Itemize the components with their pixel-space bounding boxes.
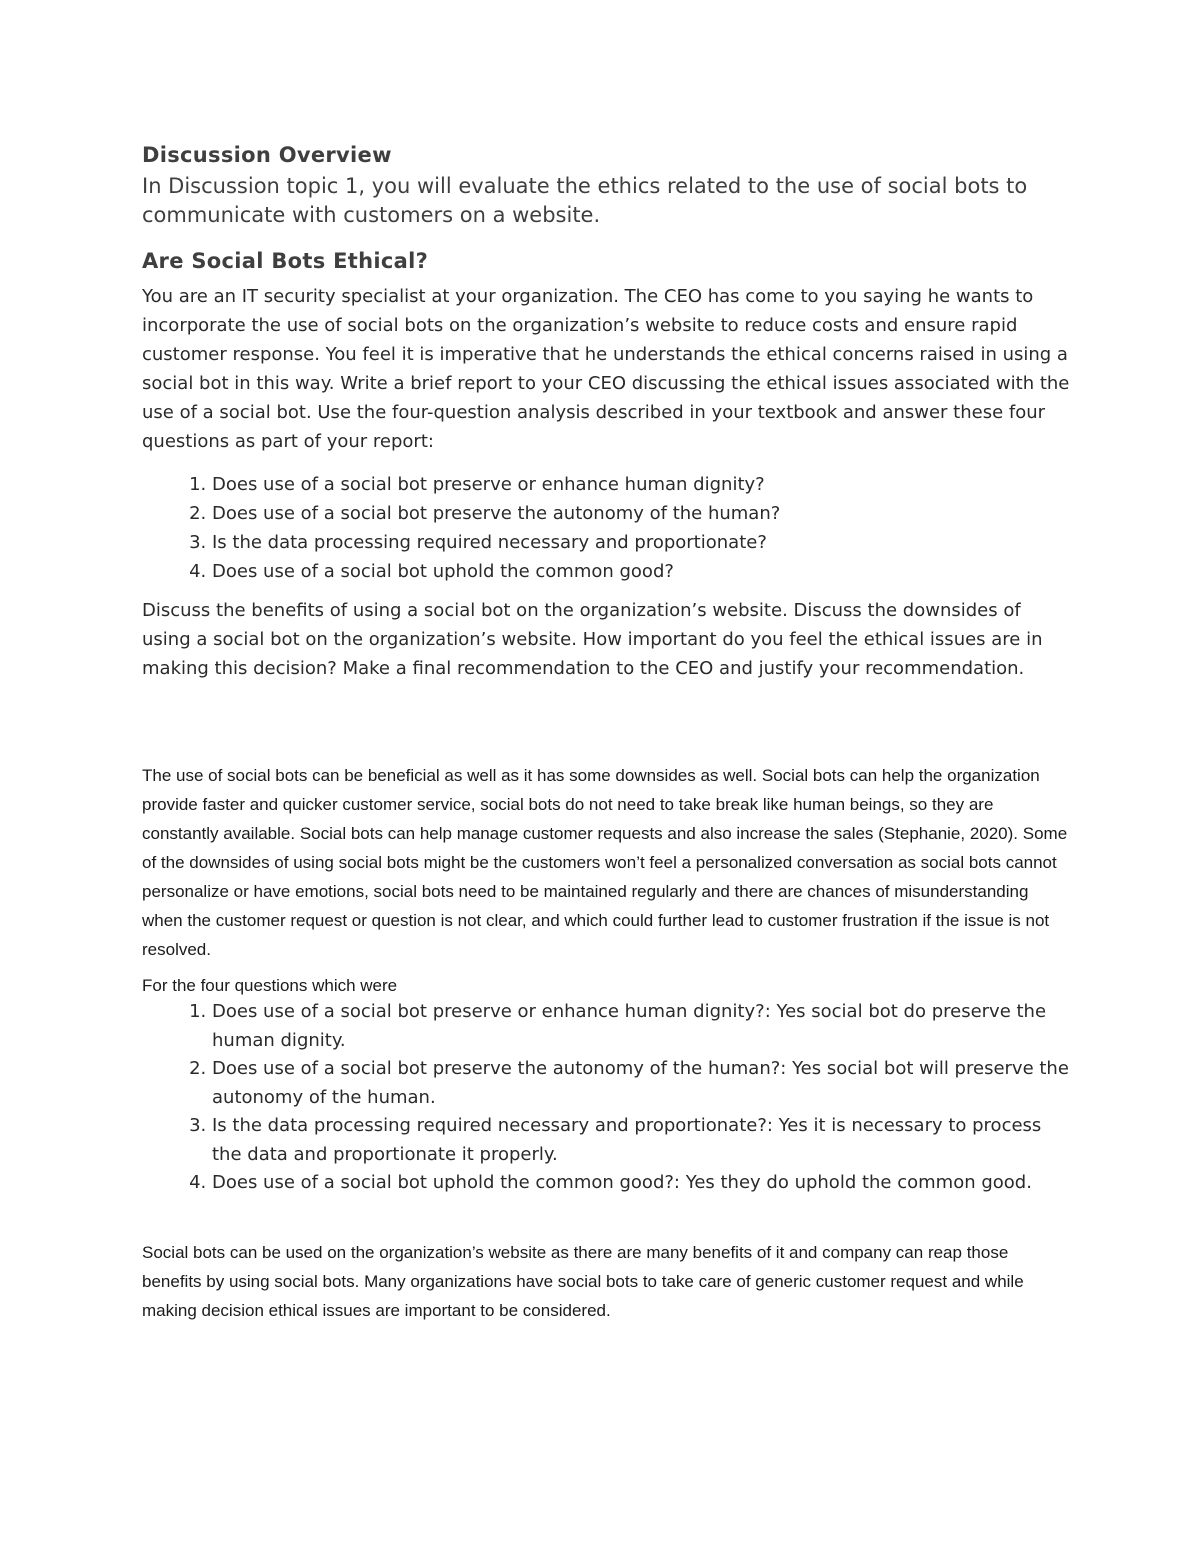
question-item: 1. Does use of a social bot preserve or enhance human dignity?: [212, 470, 1072, 499]
answer-item: 3. Is the data processing required necessary and proportionate?: Yes it is necessary to process the data and proportionate it properly.: [212, 1112, 1072, 1169]
question-item: 3. Is the data processing required necessary and proportionate?: [212, 528, 1072, 557]
document-page: [142, 138, 1072, 1325]
assignment-heading: Are Social Bots Ethical?: [142, 249, 429, 273]
response-paragraph-2: Social bots can be used on the organization’s website as there are many benefits of it and company can reap those benefits by using social bots. Many organizations have social bots to take care of generic customer request and while making decision ethical issues are important to be considered.: [142, 1242, 1024, 1320]
assignment-prompt: You are an IT security specialist at your organization. The CEO has come to you saying he wants to incorporate the use of social bots on the organization’s website to reduce costs and ensure rapid customer response. You feel it is imperative that he understands the ethical concerns raised in using a social bot in this way. Write a brief report to your CEO discussing the ethical issues associated with the use of a social bot. Use the four-question analysis described in your textbook and answer these four questions as part of your report:: [142, 286, 1070, 452]
question-item: 2. Does use of a social bot preserve the autonomy of the human?: [212, 499, 1072, 528]
question-item: 4. Does use of a social bot uphold the common good?: [212, 557, 1072, 586]
response-paragraph-1: The use of social bots can be beneficial as well as it has some downsides as well. Social bots can help the organization provide faster and quicker customer service, social bots do not need to take break like human beings, so they are constantly available. Social bots can help manage customer requests and also increase the sales (Stephanie, 2020). Some of the downsides of using social bots might be the customers won’t feel a personalized conversation as social bots cannot personalize or have emotions, social bots need to be maintained regularly and there are chances of misunderstanding when the customer request or question is not clear, and which could further lead to customer frustration if the issue is not resolved.: [142, 766, 1068, 959]
assignment-closing: Discuss the benefits of using a social bot on the organization’s website. Discuss the downsides of using a social bot on the organization’s website. How important do you feel the ethical issues are in making this decision? Make a final recommendation to the CEO and justify your recommendation.: [142, 600, 1043, 679]
answer-item: 2. Does use of a social bot preserve the autonomy of the human?: Yes social bot will preserve the autonomy of the human.: [212, 1055, 1072, 1112]
spacer: [142, 697, 1072, 761]
question-list: [142, 470, 1072, 586]
overview-heading: Discussion Overview: [142, 143, 392, 167]
response-lead: For the four questions which were: [142, 976, 398, 995]
overview-intro: In Discussion topic 1, you will evaluate the ethics related to the use of social bots to communicate with customers on a website.: [142, 174, 1028, 227]
answer-item: 4. Does use of a social bot uphold the common good?: Yes they do uphold the common good.: [212, 1169, 1072, 1198]
answer-list: [142, 998, 1072, 1198]
answer-item: 1. Does use of a social bot preserve or enhance human dignity?: Yes social bot do preserve the human dignity.: [212, 998, 1072, 1055]
spacer: [142, 1198, 1072, 1238]
